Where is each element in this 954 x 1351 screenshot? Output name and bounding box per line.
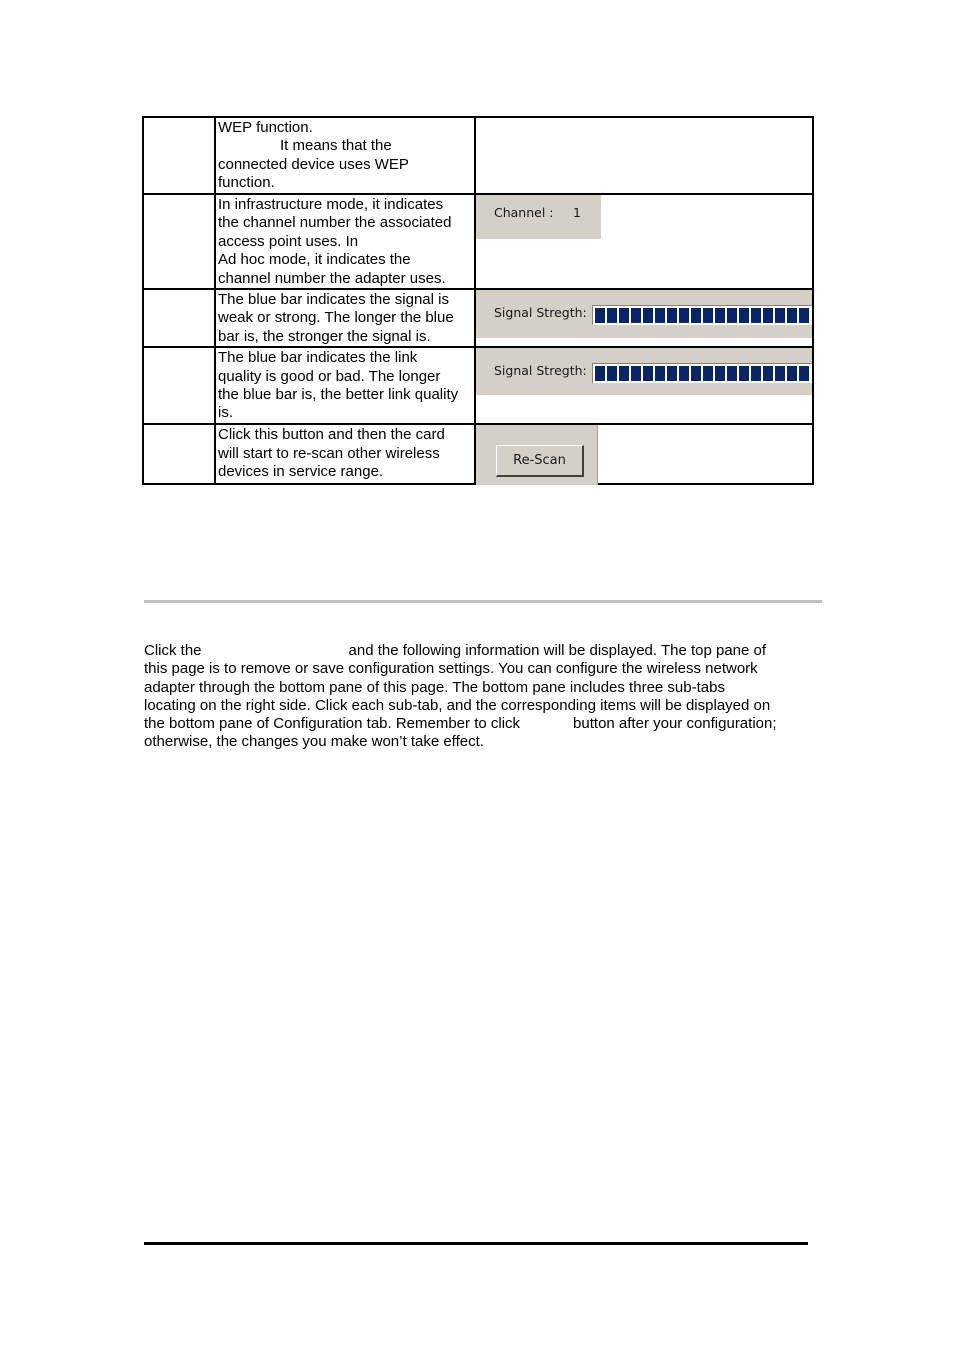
- bar-segment: [643, 366, 653, 381]
- re-scan-button[interactable]: Re-Scan: [496, 445, 584, 477]
- section-divider: [144, 600, 822, 603]
- desc-line: quality is good or bad. The longer: [218, 367, 441, 385]
- bar-segment: [727, 366, 737, 381]
- paragraph-line: adapter through the bottom pane of this page. The bottom pane includes three sub-tabs: [144, 678, 725, 696]
- desc-line: bar is, the stronger the signal is.: [218, 327, 431, 345]
- table-row: [143, 347, 813, 424]
- desc-line: function.: [218, 174, 275, 192]
- bar-segment: [763, 308, 773, 323]
- desc-line: will start to re-scan other wireless: [218, 444, 440, 462]
- desc-line: devices in service range.: [218, 463, 384, 481]
- row-description: [215, 424, 475, 484]
- table-row: [143, 117, 813, 194]
- footer-rule: [144, 1242, 808, 1245]
- configuration-paragraph: [144, 642, 824, 752]
- bar-segment: [703, 366, 713, 381]
- desc-line: connected device uses WEP: [218, 155, 409, 173]
- bar-segment: [799, 308, 809, 323]
- desc-line: The blue bar indicates the link: [218, 349, 418, 367]
- row-description: [215, 347, 475, 424]
- rescan-panel: [476, 425, 598, 485]
- channel-value: 1: [573, 205, 581, 220]
- row-name-cell: [143, 289, 215, 347]
- bar-segment: [739, 308, 749, 323]
- desc-line: In infrastructure mode, it indicates: [218, 196, 444, 213]
- bar-segment: [775, 308, 785, 323]
- bar-segment: [643, 308, 653, 323]
- row-description: [215, 289, 475, 347]
- paragraph-line: [144, 715, 824, 733]
- bar-segment: [739, 366, 749, 381]
- desc-line: is.: [218, 404, 233, 422]
- table-row: [143, 194, 813, 289]
- line-text: Click the: [144, 642, 202, 659]
- desc-line: Ad hoc mode, it indicates the: [218, 251, 411, 269]
- line-text: and the following information will be displayed. The top pane of: [348, 642, 767, 659]
- bar-segment: [655, 366, 665, 381]
- link-quality-panel: [476, 348, 812, 395]
- bar-segment: [655, 308, 665, 323]
- link-quality-bar: [592, 363, 812, 383]
- desc-line: weak or strong. The longer the blue: [218, 309, 454, 327]
- link-quality-label: Signal Stregth:: [494, 363, 587, 379]
- desc-line: The blue bar indicates the signal is: [218, 291, 449, 309]
- desc-line: access point uses. In: [218, 232, 359, 250]
- bar-segment: [703, 308, 713, 323]
- bar-segment: [691, 308, 701, 323]
- desc-line: Click this button and then the card: [218, 426, 445, 444]
- bar-segment: [775, 366, 785, 381]
- row-description: [215, 194, 475, 289]
- row-screenshot-cell: [475, 289, 813, 347]
- bar-segment: [691, 366, 701, 381]
- signal-panel: [476, 290, 812, 338]
- bar-segment: [607, 366, 617, 381]
- bar-segment: [667, 366, 677, 381]
- bar-segment: [607, 308, 617, 323]
- paragraph-line: locating on the right side. Click each sub-tab, and the corresponding items will be displayed on: [144, 696, 771, 714]
- bar-segment: [631, 308, 641, 323]
- bar-segment: [763, 366, 773, 381]
- row-name-cell: [143, 347, 215, 424]
- bar-segment: [787, 366, 797, 381]
- row-description: [215, 117, 475, 194]
- desc-line: the channel number the associated: [218, 214, 452, 232]
- channel-label: Channel :: [494, 205, 554, 220]
- bar-segment: [799, 366, 809, 381]
- bar-segment: [595, 366, 605, 381]
- channel-panel: [476, 195, 601, 239]
- bar-segment: [679, 308, 689, 323]
- bar-segment: [787, 308, 797, 323]
- signal-label: Signal Stregth:: [494, 305, 587, 321]
- row-name-cell: [143, 117, 215, 194]
- bar-segment: [751, 366, 761, 381]
- row-screenshot-cell: [475, 424, 813, 484]
- paragraph-line: this page is to remove or save configuration settings. You can configure the wireless network: [144, 660, 758, 678]
- bar-segment: [751, 308, 761, 323]
- table-row: [143, 424, 813, 484]
- bar-segment: [619, 308, 629, 323]
- desc-line: WEP function.: [218, 119, 313, 136]
- line-text: the bottom pane of Configuration tab. Remember to click: [144, 715, 521, 733]
- bar-segment: [727, 308, 737, 323]
- bar-segment: [715, 308, 725, 323]
- paragraph-line: [144, 642, 824, 660]
- bar-segment: [679, 366, 689, 381]
- row-screenshot-cell: [475, 117, 813, 194]
- desc-line: the blue bar is, the better link quality: [218, 386, 459, 404]
- spec-table: [142, 116, 814, 485]
- bar-segment: [715, 366, 725, 381]
- table-row: [143, 289, 813, 347]
- bar-segment: [595, 308, 605, 323]
- row-screenshot-cell: [475, 347, 813, 424]
- row-name-cell: [143, 194, 215, 289]
- bar-segment: [667, 308, 677, 323]
- row-screenshot-cell: [475, 194, 813, 289]
- desc-line: channel number the adapter uses.: [218, 269, 446, 287]
- paragraph-line: otherwise, the changes you make won’t take effect.: [144, 733, 484, 751]
- bar-segment: [631, 366, 641, 381]
- signal-strength-bar: [592, 305, 812, 325]
- desc-line: It means that the: [280, 137, 392, 155]
- row-name-cell: [143, 424, 215, 484]
- line-text: button after your configuration;: [573, 715, 777, 733]
- bar-segment: [619, 366, 629, 381]
